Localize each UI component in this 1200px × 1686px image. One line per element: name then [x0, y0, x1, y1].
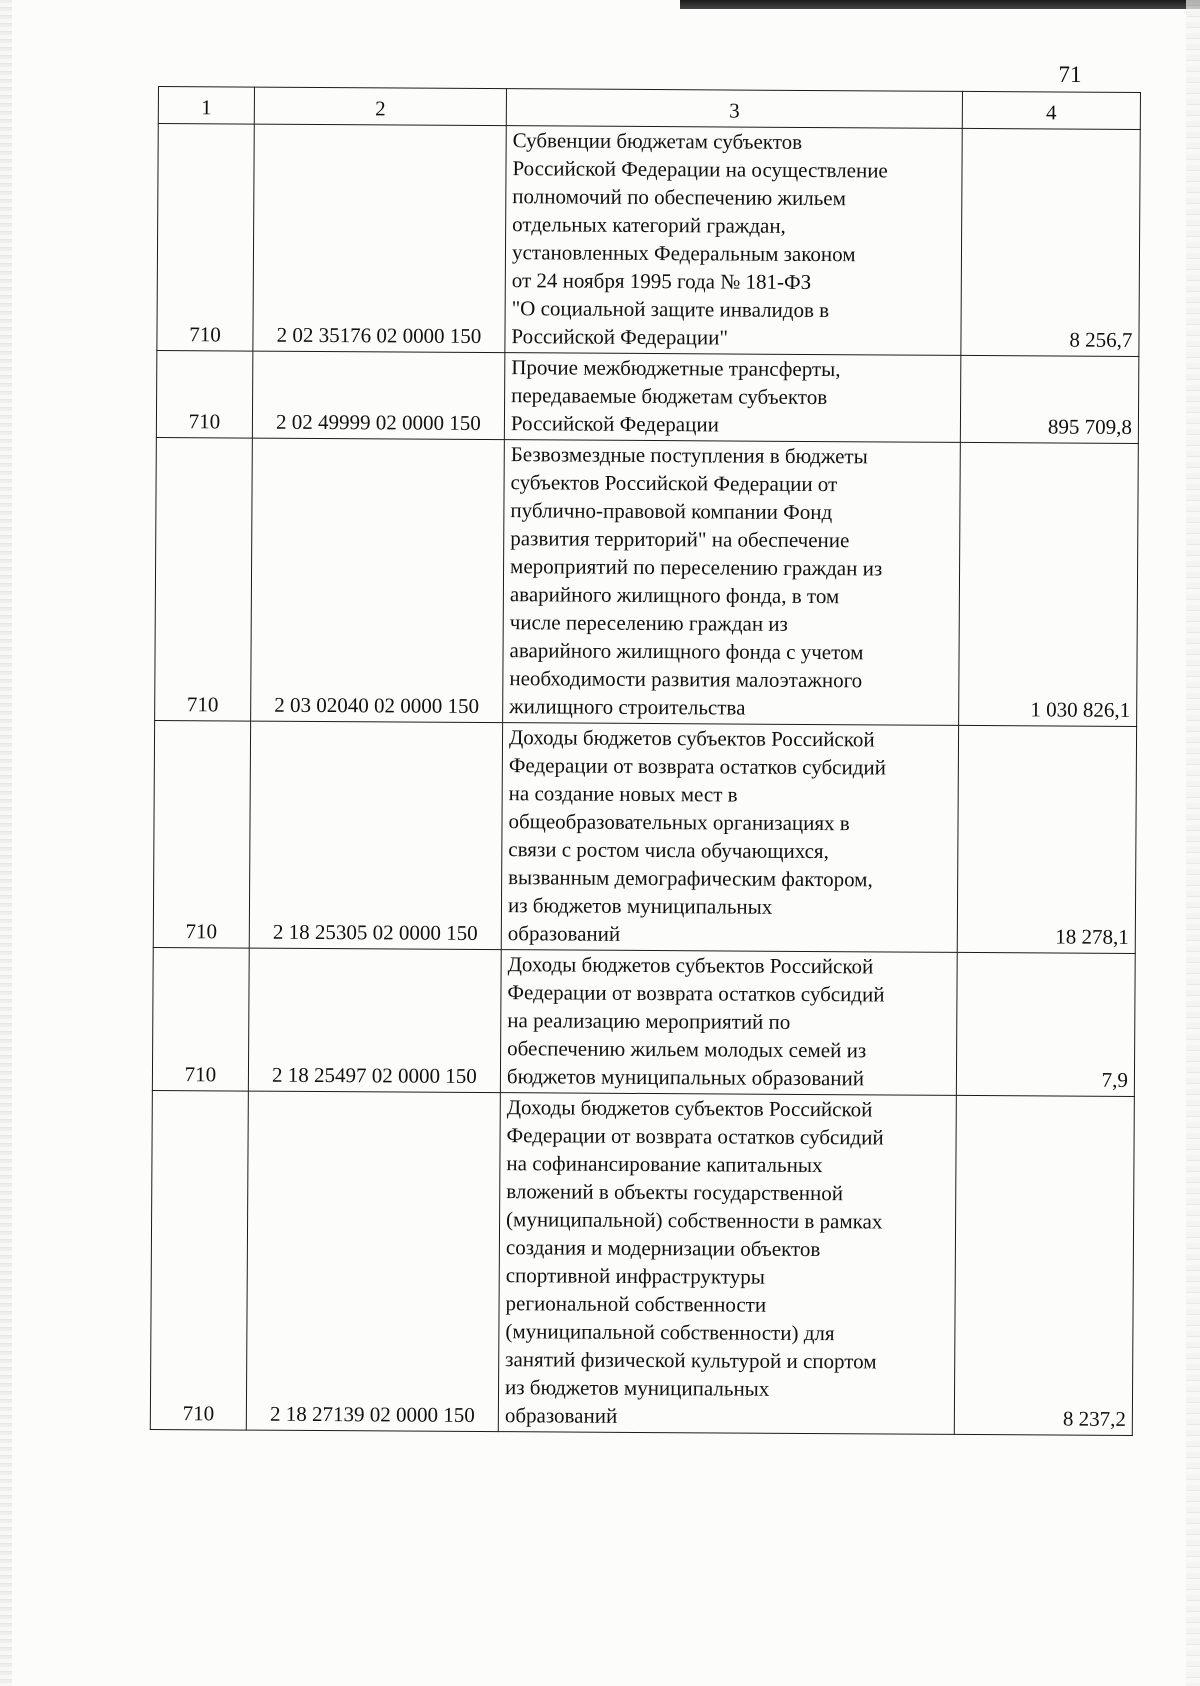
table-row	[156, 350, 1139, 443]
budget-classification-code-cell: 2 03 02040 02 0000 150	[251, 438, 505, 723]
description-line: (муниципальной собственности) для	[505, 1319, 835, 1346]
scan-left-edge	[0, 0, 12, 1686]
table-row	[152, 947, 1135, 1096]
revenue-description-cell	[505, 126, 962, 356]
description-line: обеспечению жильем молодых семей из	[507, 1036, 867, 1063]
description-line: передаваемые бюджетам субъектов	[511, 383, 828, 410]
budget-classification-code-cell: 2 18 25305 02 0000 150	[249, 721, 502, 950]
page-number: 71	[1058, 62, 1082, 87]
description-line: Федерации от возврата остатков субсидий	[506, 1123, 884, 1150]
description-line: Доходы бюджетов субъектов Российской	[508, 725, 875, 752]
budget-classification-code-cell: 2 18 27139 02 0000 150	[246, 1091, 500, 1432]
amount-cell: 8 237,2	[954, 1095, 1134, 1435]
description-line: аварийного жилищного фонда, в том	[509, 582, 840, 609]
amount-cell: 895 709,8	[960, 355, 1139, 443]
description-line: Доходы бюджетов субъектов Российской	[506, 1095, 873, 1122]
table-row	[155, 437, 1139, 726]
description-line: вызванным демографическим фактором,	[508, 865, 873, 892]
description-line: на создание новых мест в	[508, 781, 738, 807]
description-line: спортивной инфраструктуры	[505, 1263, 765, 1289]
table-body	[150, 124, 1140, 1436]
description-line: связи с ростом числа обучающихся,	[508, 837, 829, 864]
description-line: "О социальной защите инвалидов в	[511, 296, 830, 323]
description-line: бюджетов муниципальных образований	[506, 1064, 865, 1091]
amount-cell: 7,9	[956, 952, 1135, 1096]
admin-code-cell: 710	[152, 947, 249, 1091]
admin-code-cell: 710	[157, 124, 254, 352]
amount-cell: 8 256,7	[961, 128, 1140, 356]
admin-code-cell: 710	[150, 1090, 248, 1430]
description-line: вложений в объекты государственной	[506, 1179, 844, 1206]
description-line: Российской Федерации	[510, 411, 719, 437]
budget-classification-code-cell: 2 02 35176 02 0000 150	[253, 124, 506, 353]
table-row	[153, 720, 1136, 953]
admin-code-cell: 710	[153, 720, 250, 948]
table-header-row	[158, 87, 1140, 130]
column-header-3: 3	[506, 89, 962, 129]
description-line: Прочие межбюджетные трансферты,	[511, 355, 841, 382]
admin-code-cell: 710	[156, 350, 253, 438]
description-line: Российской Федерации на осуществление	[512, 156, 888, 183]
description-line: Доходы бюджетов субъектов Российской	[507, 952, 874, 979]
description-line: от 24 ноября 1995 года № 181-ФЗ	[511, 268, 812, 294]
description-line: установленных Федеральным законом	[511, 240, 856, 267]
scan-top-edge-shadow	[680, 0, 1200, 9]
budget-classification-code-cell: 2 02 49999 02 0000 150	[252, 351, 505, 440]
amount-cell: 1 030 826,1	[959, 442, 1139, 726]
column-header-1: 1	[158, 87, 254, 125]
description-line: Федерации от возврата остатков субсидий	[508, 753, 886, 780]
column-header-4: 4	[962, 91, 1140, 129]
description-line: аварийного жилищного фонда с учетом	[509, 638, 864, 665]
description-line: жилищного строительства	[509, 694, 746, 720]
amount-cell: 18 278,1	[957, 725, 1136, 953]
description-line: Российской Федерации"	[511, 324, 729, 350]
description-line: публично-правовой компании Фонд	[510, 498, 833, 525]
description-line: отдельных категорий граждан,	[512, 212, 786, 238]
budget-table	[150, 86, 1141, 1436]
description-line: из бюджетов муниципальных	[507, 893, 773, 919]
column-header-2: 2	[254, 87, 506, 126]
scan-right-edge	[1186, 0, 1200, 1686]
budget-classification-code-cell: 2 18 25497 02 0000 150	[248, 948, 501, 1093]
description-line: необходимости развития малоэтажного	[509, 666, 863, 693]
table-row	[150, 1090, 1134, 1435]
revenue-description-cell	[504, 353, 961, 443]
description-line: на софинансирование капитальных	[506, 1151, 823, 1178]
description-line: субъектов Российской Федерации от	[510, 470, 838, 497]
description-line: (муниципальной) собственности в рамках	[506, 1207, 883, 1234]
description-line: мероприятий по переселению граждан из	[510, 554, 883, 581]
description-line: Субвенции бюджетам субъектов	[512, 128, 803, 154]
description-line: на реализацию мероприятий по	[507, 1008, 791, 1034]
revenue-description-cell	[500, 950, 957, 1096]
description-line: Безвозмездные поступления в бюджеты	[510, 442, 868, 469]
description-line: региональной собственности	[505, 1291, 767, 1317]
description-line: общеобразовательных организациях в	[508, 809, 850, 836]
description-line: Федерации от возврата остатков субсидий	[507, 980, 885, 1007]
description-line: занятий физической культурой и спортом	[505, 1347, 877, 1374]
description-line: из бюджетов муниципальных	[504, 1375, 770, 1401]
description-line: создания и модернизации объектов	[505, 1235, 821, 1262]
description-line: образований	[504, 1403, 618, 1428]
table-row	[157, 124, 1140, 357]
admin-code-cell: 710	[155, 437, 253, 721]
description-line: образований	[507, 921, 621, 946]
revenue-description-cell	[503, 440, 961, 726]
description-line: полномочий по обеспечению жильем	[512, 184, 847, 211]
revenue-description-cell	[498, 1093, 956, 1435]
revenue-description-cell	[501, 723, 958, 953]
description-line: развития территорий" на обеспечение	[510, 526, 850, 553]
description-line: числе переселению граждан из	[509, 610, 788, 636]
